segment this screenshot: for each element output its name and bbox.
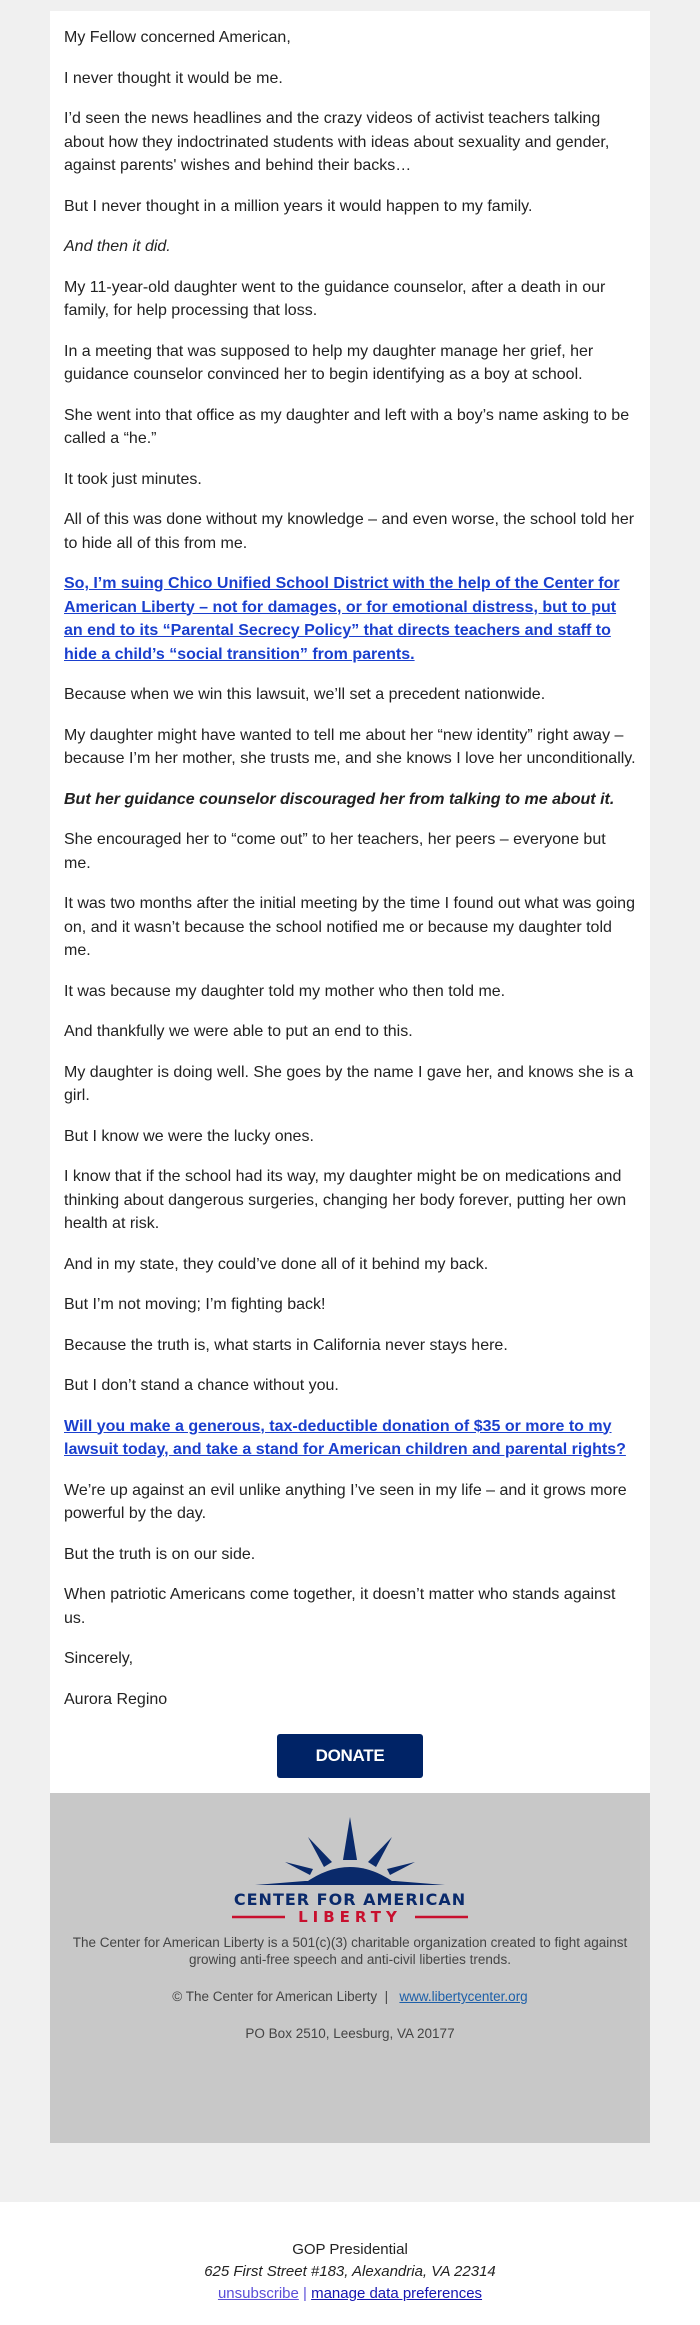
copyright: © The Center for American Liberty xyxy=(172,1989,378,2004)
letter-body xyxy=(50,11,650,1711)
letter-paragraph: My Fellow concerned American, xyxy=(64,29,291,46)
letter-paragraph: My 11-year-old daughter went to the guidance counselor, after a death in our family, for help processing that loss. xyxy=(64,278,606,319)
letter-paragraph: Because the truth is, what starts in California never stays here. xyxy=(64,1336,508,1354)
sender-name: GOP Presidential xyxy=(292,2241,408,2258)
letter-paragraph: She went into that office as my daughter and left with a boy’s name asking to be called a “he.” xyxy=(64,406,630,447)
separator: | xyxy=(384,1989,389,2004)
letter-paragraph: Because when we win this lawsuit, we’ll set a precedent nationwide. xyxy=(64,686,546,703)
letter-paragraph: When patriotic Americans come together, it doesn’t matter who stands against us. xyxy=(64,1586,616,1627)
letter-paragraph: My daughter might have wanted to tell me about her “new identity” right away – because I’m her mother, she trusts me, and she knows I love her unconditionally. xyxy=(64,726,636,767)
donation-link[interactable]: Will you make a generous, tax-deductible donation of $35 or more to my lawsuit today, and take a stand for American children and parental rights? xyxy=(64,1417,626,1458)
website-link[interactable]: www.libertycenter.org xyxy=(399,1989,528,2004)
letter-paragraph: But I know we were the lucky ones. xyxy=(64,1127,314,1145)
sender-footer xyxy=(0,2202,700,2325)
signature: Aurora Regino xyxy=(64,1690,168,1708)
letter-paragraph: But I never thought in a million years it would happen to my family. xyxy=(64,197,533,215)
email-card xyxy=(50,11,650,2143)
separator: | xyxy=(303,2285,307,2302)
logo-text-top: CENTER FOR AMERICAN xyxy=(233,1890,467,1909)
donation-link[interactable]: So, I’m suing Chico Unified School District with the help of the Center for American Liberty – not for damages, or for emotional distress, but to put an end to its “Parental Secrecy Policy” that directs teachers and staff to hide a child’s “social transition” from parents. xyxy=(64,575,620,663)
letter-paragraph: But I’m not moving; I’m fighting back! xyxy=(64,1296,326,1313)
link-paragraph xyxy=(64,1415,636,1462)
unsubscribe-link[interactable]: unsubscribe xyxy=(217,2285,299,2302)
letter-paragraph: She encouraged her to “come out” to her teachers, her peers – everyone but me. xyxy=(64,831,606,872)
org-description: The Center for American Liberty is a 501(c)(3) charitable organization created to fight against growing anti-free speech and anti-civil liberties trends. xyxy=(72,1935,628,1967)
manage-preferences-link[interactable]: manage data preferences xyxy=(311,2285,483,2302)
org-address: PO Box 2510, Leesburg, VA 20177 xyxy=(245,2026,455,2041)
letter-paragraph: I know that if the school had its way, my daughter might be on medications and thinking about dangerous surgeries, changing her body forever, putting her own health at risk. xyxy=(64,1168,627,1232)
letter-paragraph: It took just minutes. xyxy=(64,470,202,488)
closing: Sincerely, xyxy=(64,1650,134,1667)
link-paragraph xyxy=(64,572,636,666)
letter-paragraph: And in my state, they could’ve done all of it behind my back. xyxy=(64,1255,489,1273)
letter-paragraph: But her guidance counselor discouraged her from talking to me about it. xyxy=(64,790,615,808)
donate-button[interactable]: DONATE xyxy=(277,1734,423,1778)
letter-paragraph: But the truth is on our side. xyxy=(64,1545,256,1563)
org-footer xyxy=(50,1793,650,2143)
letter-paragraph: I’d seen the news headlines and the crazy videos of activist teachers talking about how they indoctrinated students with ideas about sexuality and gender, against parents' wishes and behind their backs… xyxy=(64,110,610,174)
letter-paragraph: All of this was done without my knowledge – and even worse, the school told her to hide all of this from me. xyxy=(64,511,635,552)
letter-paragraph: In a meeting that was supposed to help my daughter manage her grief, her guidance counselor convinced her to begin identifying as a boy at school. xyxy=(64,342,594,383)
letter-paragraph: We’re up against an evil unlike anything I’ve seen in my life – and it grows more powerful by the day. xyxy=(64,1481,627,1522)
center-for-american-liberty-logo xyxy=(230,1817,470,1922)
letter-paragraph: And then it did. xyxy=(64,238,171,255)
copyright-line xyxy=(50,1988,650,2005)
letter-paragraph: My daughter is doing well. She goes by the name I gave her, and knows she is a girl. xyxy=(64,1063,634,1104)
letter-paragraph: But I don’t stand a chance without you. xyxy=(64,1377,339,1394)
letter-paragraph: And thankfully we were able to put an end to this. xyxy=(64,1023,413,1040)
letter-paragraph: It was two months after the initial meeting by the time I found out what was going on, and it wasn’t because the school notified me or because my daughter told me. xyxy=(64,895,635,959)
sender-address: 625 First Street #183, Alexandria, VA 22314 xyxy=(204,2263,496,2280)
logo-text-bottom: LIBERTY xyxy=(298,1908,402,1922)
letter-paragraph: It was because my daughter told my mother who then told me. xyxy=(64,982,506,1000)
letter-paragraph: I never thought it would be me. xyxy=(64,69,283,87)
